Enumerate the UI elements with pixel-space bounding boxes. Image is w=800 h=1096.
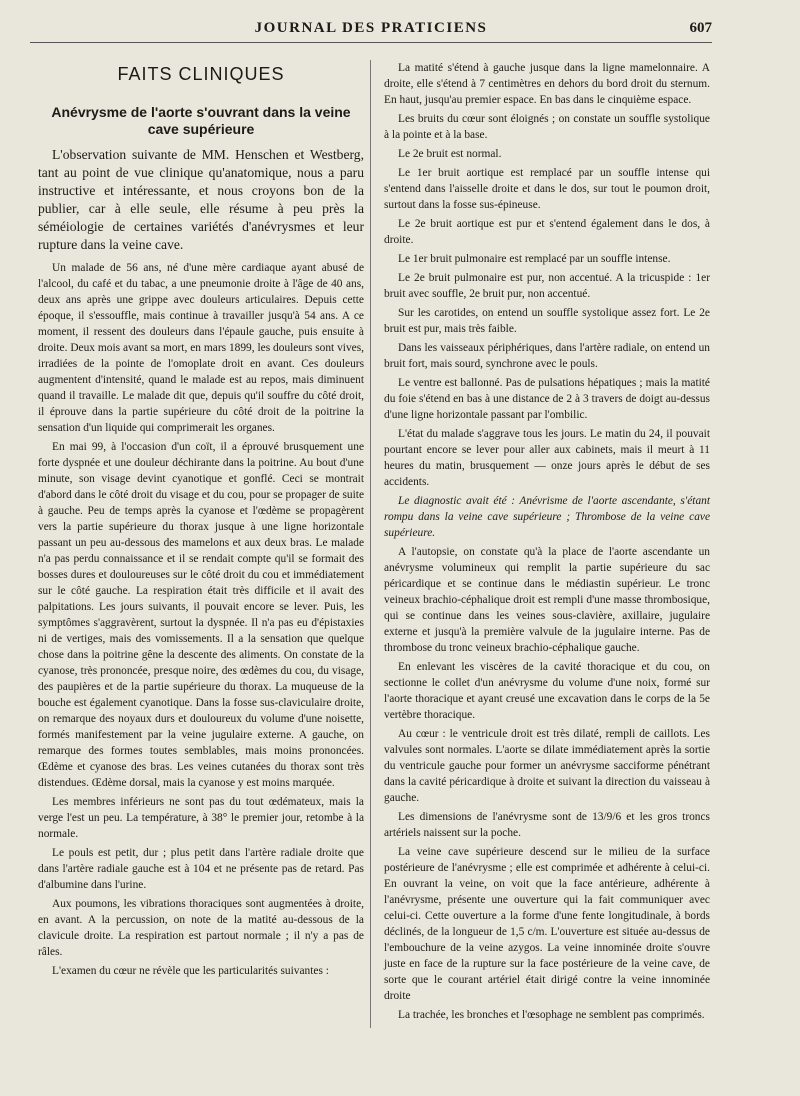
left-column (38, 60, 364, 982)
body-paragraph: La trachée, les bronches et l'œsophage ne semblent pas comprimés. (398, 1009, 705, 1021)
body-paragraph: A l'autopsie, on constate qu'à la place de l'aorte ascendante un anévrysme volumineux qui remplit la partie supérieure du sac péricardique et se continue dans le médiastin supérieur. Le tronc veineux brachio-céphalique droit est rempli d'une masse thrombosique, qui se continue dans les veines sous-clavière, axillaire, jugulaire externe et jusqu'à la première valvule de la jugulaire interne. Pas de thrombose du tronc veineux brachio-céphalique gauche. (384, 546, 710, 654)
body-paragraph: Le 1er bruit aortique est remplacé par un souffle intense qui s'entend dans l'aisselle droite et dans le dos, sur tout le poumon droit, surtout dans la fosse sus-épineuse. (384, 167, 710, 211)
body-paragraph: Un malade de 56 ans, né d'une mère cardiaque ayant abusé de l'alcool, du café et du tabac, a une pneumonie droite à l'âge de 40 ans, deux ans après une grippe avec douleurs articulaires. Depuis cette époque, il s'essouffle, mais continue à travailler jusqu'à 54 ans. A ce moment, il ressent des douleurs dans l'épaule gauche, puis ensuite à droite. Deux mois avant sa mort, en mars 1899, les douleurs sont vives, irradiées de la pointe de l'omoplate droit en avant. Ces douleurs augmentent d'intensité, quand le malade est au repos, mais diminuent quand il travaille. Le malade dit que, depuis qu'il souffre du côté droit, il éprouve dans la partie supérieure du côté droit de la poitrine la sensation d'un liquide qui comprimerait les organes. (38, 262, 364, 434)
body-paragraph: L'état du malade s'aggrave tous les jours. Le matin du 24, il pouvait pourtant encore se lever pour aller aux cabinets, mais il meurt à 11 heures du matin, brusquement — onze jours après le début de ses accidents. (384, 428, 710, 488)
running-header (30, 18, 712, 43)
body-paragraph: Le 2e bruit pulmonaire est pur, non accentué. A la tricuspide : 1er bruit avec souffle, 2e bruit pur, non accentué. (384, 272, 710, 300)
body-paragraph: Dans les vaisseaux périphériques, dans l'artère radiale, on entend un bruit fort, mais sourd, synchrone avec le pouls. (384, 342, 710, 370)
body-paragraph: En enlevant les viscères de la cavité thoracique et du cou, on sectionne le collet d'un anévrysme du volume d'une noix, formé sur l'aorte thoracique et ayant creusé une excavation dans le corps de la 5e vertèbre thoracique. (384, 661, 710, 721)
right-column (384, 60, 710, 1026)
body-paragraph: Aux poumons, les vibrations thoraciques sont augmentées à droite, en avant. A la percussion, on note de la matité au-dessous de la clavicule droite. La respiration est partout normale ; il n'y a pas de râles. (38, 898, 364, 958)
body-paragraph: Au cœur : le ventricule droit est très dilaté, rempli de caillots. Les valvules sont normales. L'aorte se dilate immédiatement après la sortie du ventricule gauche pour former un anévrysme sacciforme pénétrant dans la cavité péricardique à droite et suivant la direction du vaisseau à gauche. (384, 728, 710, 804)
body-paragraph: Le ventre est ballonné. Pas de pulsations hépatiques ; mais la matité du foie s'étend en bas à une distance de 2 à 3 travers de doigt au-dessus d'une ligne horizontale passant par l'ombilic. (384, 377, 710, 421)
body-paragraph: Les dimensions de l'anévrysme sont de 13/9/6 et les gros troncs artériels naissent sur la poche. (384, 811, 710, 839)
section-title: FAITS CLINIQUES (117, 64, 285, 84)
body-paragraph: La veine cave supérieure descend sur le milieu de la surface postérieure de l'anévrysme ; elle est comprimée et adhérente à celui-ci. En ouvrant la veine, on voit que la face antérieure, adhérente à l'anévrysme, présente une ouverture qui la fait communiquer avec celui-ci. Cette ouverture a la forme d'une fente longitudinale, à bords déclinés, de la longueur de 1,5 c/m. L'ouverture est située au-dessus de l'embouchure de la veine azygos. La veine innominée droite s'ouvre juste en face de la rupture sur la face postérieure de la veine cave, de sorte que le courant artériel était dirigé contre la veine innominée droite (384, 846, 710, 1002)
page-number: 607 (689, 20, 712, 36)
body-paragraph: Le 2e bruit aortique est pur et s'entend également dans le dos, à droite. (384, 218, 710, 246)
lead-paragraph: L'observation suivante de MM. Henschen et Westberg, tant au point de vue clinique qu'anatomique, nous a paru instructive et intéressante, et nous croyons bon de la publier, car à elle seule, elle résume à peu près la séméiologie de certaines variétés d'anévrysmes et leur rupture dans la veine cave. (38, 147, 364, 252)
diagnosis-paragraph: Le diagnostic avait été : Anévrisme de l'aorte ascendante, s'étant rompu dans la veine cave supérieure ; Thrombose de la veine cave supérieure. (384, 495, 710, 539)
body-paragraph: Les bruits du cœur sont éloignés ; on constate un souffle systolique à la pointe et à la base. (384, 113, 710, 141)
body-paragraph: En mai 99, à l'occasion d'un coït, il a éprouvé brusquement une forte dyspnée et une douleur déchirante dans la poitrine. Au bout d'une minute, son visage devint cyanotique et gonflé. Ceci se montrait d'abord dans le côté droit du visage et du cou, pour se propager de suite à gauche. Peu de temps après la cyanose et l'œdème se propagèrent vers la partie supérieure du thorax jusque à une ligne horizontale passant un peu au-dessous des mamelons et aux deux bras. Le malade n'a pas perdu connaissance et il se rendait compte qu'il se formait des bosses dures et douloureuses sur le côté droit du cou et immédiatement sur le côté gauche. La respiration était très difficile et il avait des palpitations. Les jours suivants, il pouvait encore se lever. Puis, les symptômes s'aggravèrent, surtout la dyspnée. Il n'a pas eu d'épistaxies ni de vertiges, mais des vomissements. Il a la sensation que quelque chose dans la poitrine gêne la descente des aliments. On constate de la cyanose, très prononcée, presque noire, des œdèmes du cou, du visage, des paupières et de la partie supérieure du thorax. La muqueuse de la bouche est également cyanotique. Dans la fosse sus-claviculaire droite, on remarque des noyaux durs et douloureux du volume d'une noisette, formés manifestement par la veine jugulaire externe. A gauche, on remarque des formes toutes semblables, mais moins prononcées. Œdème et cyanose des bras. Les veines cutanées du thorax sont très distendues. Œdème dorsal, mais la cyanose y est moins marquée. (38, 441, 364, 789)
journal-title: JOURNAL DES PRATICIENS (254, 20, 488, 36)
body-paragraph: Les membres inférieurs ne sont pas du tout œdémateux, mais la verge l'est un peu. La température, à 38° le premier jour, retombe à la normale. (38, 796, 364, 840)
column-divider (370, 60, 371, 1028)
body-paragraph: Le pouls est petit, dur ; plus petit dans l'artère radiale droite que dans l'artère radiale gauche est à 104 et ne présente pas de retard. Pas d'albumine dans l'urine. (38, 847, 364, 891)
body-paragraph: L'examen du cœur ne révèle que les particularités suivantes : (52, 965, 329, 977)
body-paragraph: La matité s'étend à gauche jusque dans la ligne mamelonnaire. A droite, elle s'étend à 7 centimètres en dehors du bord droit du sternum. En haut, jusqu'au premier espace. En bas dans le cinquième espace. (384, 62, 710, 106)
body-paragraph: Le 1er bruit pulmonaire est remplacé par un souffle intense. (398, 253, 671, 265)
body-paragraph: Le 2e bruit est normal. (398, 148, 502, 160)
body-paragraph: Sur les carotides, on entend un souffle systolique assez fort. Le 2e bruit est pur, mais très faible. (384, 307, 710, 335)
article-title: Anévrysme de l'aorte s'ouvrant dans la veine cave supérieure (51, 104, 351, 137)
